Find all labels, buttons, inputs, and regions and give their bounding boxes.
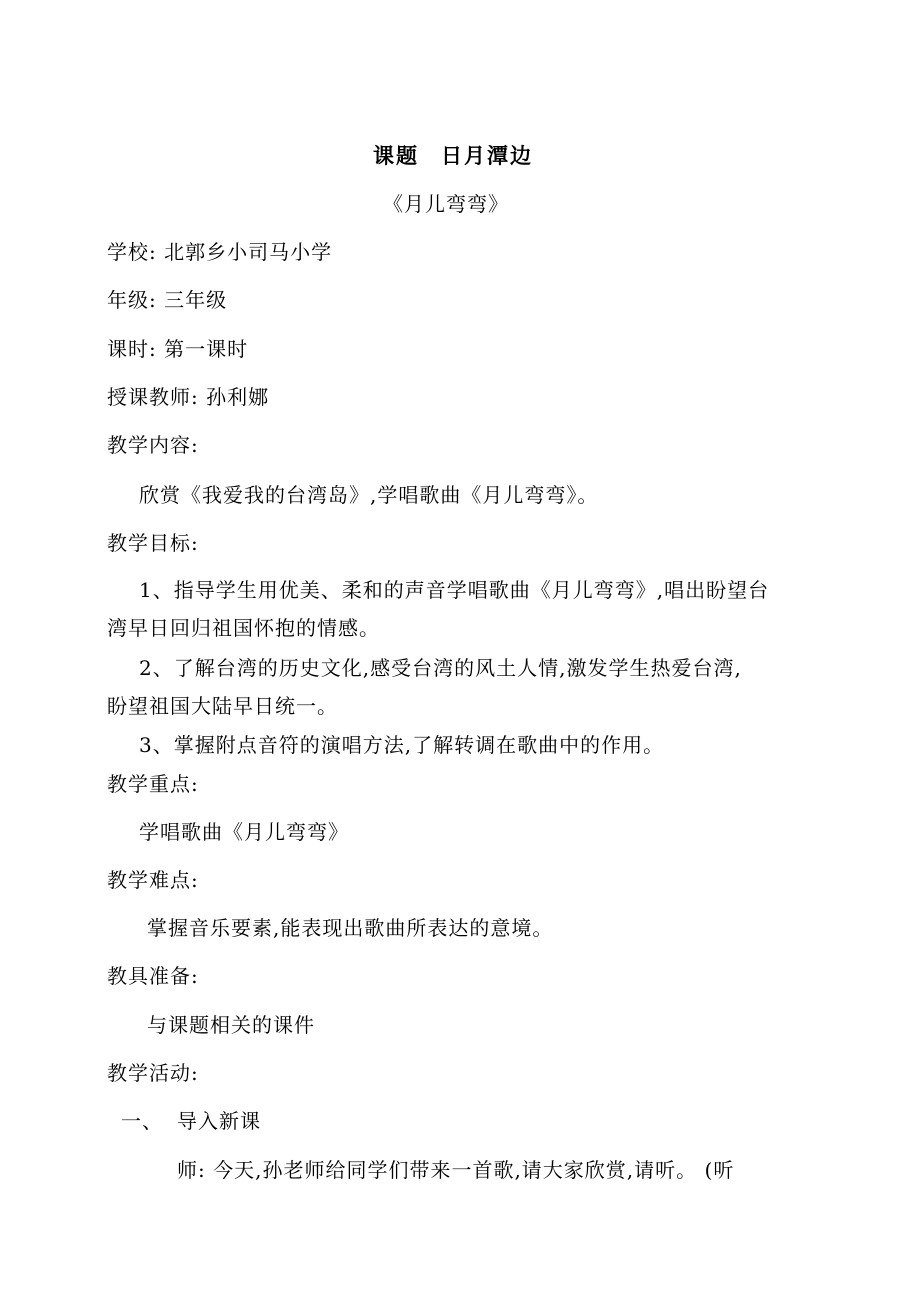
activity-heading: 教学活动: [107,1061,199,1085]
content-body: 欣赏《我爱我的台湾岛》,学唱歌曲《月儿弯弯》。 [139,483,599,507]
period-line: 课时: 第一课时 [107,337,249,361]
goal-3: 3、掌握附点音符的演唱方法,了解转调在歌曲中的作用。 [139,733,665,757]
title-text: 日月潭边 [441,143,533,168]
lesson-title [373,144,533,168]
difficulty-heading: 教学难点: [107,868,199,892]
goal-2-line-2: 盼望祖国大陆早日统一。 [107,694,338,718]
activity-1-title: 导入新课 [177,1109,261,1133]
content-heading: 教学内容: [107,433,199,457]
key-body: 学唱歌曲《月儿弯弯》 [139,820,349,844]
goal-1-line-1: 1、指导学生用优美、柔和的声音学唱歌曲《月儿弯弯》,唱出盼望台 [139,578,770,602]
goal-1-line-2: 湾早日回归祖国怀抱的情感。 [107,616,380,640]
grade-line: 年级: 三年级 [107,288,228,312]
teacher-line: 授课教师: 孙利娜 [107,385,270,409]
activity-1-number: 一、 [121,1109,163,1133]
activity-1-body: 师: 今天,孙老师给同学们带来一首歌,请大家欣赏,请听。 (听 [177,1158,735,1182]
goal-2-line-1: 2、了解台湾的历史文化,感受台湾的风土人情,激发学生热爱台湾, [139,656,742,680]
key-heading: 教学重点: [107,772,199,796]
difficulty-body: 掌握音乐要素,能表现出歌曲所表达的意境。 [147,916,554,940]
goals-heading: 教学目标: [107,531,199,555]
title-label: 课题 [373,143,419,168]
school-line: 学校: 北郭乡小司马小学 [107,240,333,264]
prep-heading: 教具准备: [107,964,199,988]
prep-body: 与课题相关的课件 [147,1013,315,1037]
song-subtitle: 《月儿弯弯》 [383,192,509,216]
